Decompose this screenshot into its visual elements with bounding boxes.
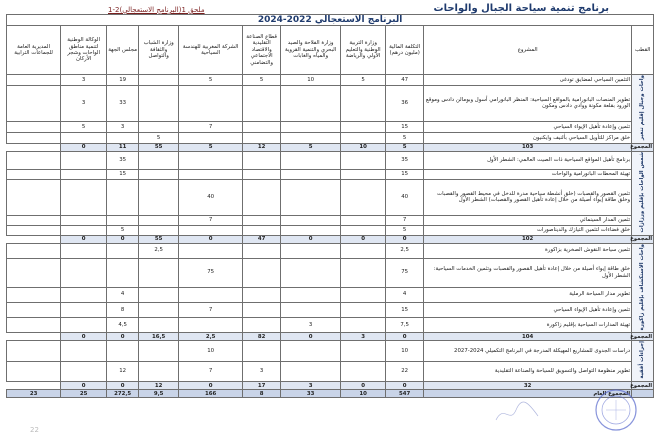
crafts-cell bbox=[243, 122, 281, 133]
region-cell: 16,5 bbox=[139, 333, 179, 341]
dgct-cell: 23 bbox=[7, 390, 61, 398]
project-cell: خلق طاقة إيواء أصيلة من خلال إعادة تأهيل القصور والقصبات وتثمين الخدمات السياحية: الشطر الأول bbox=[424, 258, 632, 287]
agriculture-cell bbox=[281, 302, 341, 317]
agriculture-cell bbox=[281, 169, 341, 179]
smit-cell bbox=[179, 85, 243, 122]
dgct-cell bbox=[7, 151, 61, 169]
cost-cell: 5 bbox=[386, 132, 424, 143]
agriculture-cell bbox=[281, 122, 341, 133]
cost-cell: 2,5 bbox=[386, 243, 424, 258]
region-cell: 3 bbox=[107, 122, 139, 133]
dgct-cell bbox=[7, 258, 61, 287]
anzdoa-cell: 0 bbox=[107, 333, 139, 341]
project-cell: تهيئة المحطات البانورامية والواحات bbox=[424, 169, 632, 179]
dgct-cell bbox=[7, 318, 61, 333]
agriculture-cell: 3 bbox=[281, 318, 341, 333]
anzdoa-cell bbox=[61, 318, 107, 333]
smit-cell: 47 bbox=[243, 235, 281, 243]
education-cell bbox=[341, 216, 386, 226]
cost-cell: 15 bbox=[386, 302, 424, 317]
project-cell: تثمين وإعادة تأهيل الإيواء السياحي bbox=[424, 302, 632, 317]
header-region: مجلس الجهة bbox=[107, 26, 139, 75]
dgct-cell: 0 bbox=[61, 333, 107, 341]
region-cell: 55 bbox=[139, 143, 179, 151]
cost-cell: 7 bbox=[386, 216, 424, 226]
cost-cell: 36 bbox=[386, 85, 424, 122]
agriculture-cell bbox=[281, 258, 341, 287]
agriculture-cell: 10 bbox=[341, 143, 386, 151]
youth-cell bbox=[139, 216, 179, 226]
project-cell: المجموع العام bbox=[424, 390, 632, 398]
education-cell bbox=[341, 243, 386, 258]
dgct-cell bbox=[7, 341, 61, 361]
crafts-cell bbox=[243, 132, 281, 143]
youth-cell: 9,5 bbox=[139, 390, 179, 398]
anzdoa-cell: 5 bbox=[61, 122, 107, 133]
agriculture-cell bbox=[281, 341, 341, 361]
pole-cell: واحات وجبال إقليم تنغير bbox=[632, 75, 654, 144]
crafts-cell bbox=[243, 243, 281, 258]
annex-link[interactable]: ملحق 1(البرنامج الاستعجالي)2-1 bbox=[108, 6, 205, 14]
education-cell bbox=[341, 361, 386, 381]
youth-cell: 5 bbox=[139, 132, 179, 143]
agriculture-cell bbox=[281, 287, 341, 302]
header-project: المشروع bbox=[424, 26, 632, 75]
education-cell bbox=[341, 169, 386, 179]
youth-cell: 5 bbox=[179, 143, 243, 151]
page-number: 22 bbox=[30, 426, 39, 434]
smit-cell bbox=[179, 287, 243, 302]
education-cell bbox=[341, 341, 386, 361]
region-cell: 4,5 bbox=[107, 318, 139, 333]
anzdoa-cell bbox=[61, 179, 107, 216]
header-cost: التكلفة المالية (مليون درهم) bbox=[386, 26, 424, 75]
crafts-cell: 0 bbox=[281, 235, 341, 243]
education-cell: 0 bbox=[386, 333, 424, 341]
education-cell: 0 bbox=[386, 235, 424, 243]
smit-cell: 7 bbox=[179, 216, 243, 226]
cost-cell: 7,5 bbox=[386, 318, 424, 333]
crafts-cell bbox=[243, 179, 281, 216]
header-agriculture: وزارة الفلاحة والصيد البحري والتنمية القروية والمياه والغابات bbox=[281, 26, 341, 75]
project-cell: تثمين وإعادة تأهيل الإيواء السياحي bbox=[424, 122, 632, 133]
education-cell bbox=[341, 258, 386, 287]
region-cell: 8 bbox=[107, 302, 139, 317]
dgct-cell bbox=[7, 179, 61, 216]
region-cell: 272,5 bbox=[107, 390, 139, 398]
project-cell: برنامج تأهيل المواقع السياحية ذات الصيت العالمي: الشطر الأول bbox=[424, 151, 632, 169]
table-row bbox=[7, 132, 654, 143]
region-cell bbox=[107, 243, 139, 258]
crafts-cell: 5 bbox=[281, 143, 341, 151]
table-body bbox=[7, 75, 654, 398]
youth-cell: 2,5 bbox=[179, 333, 243, 341]
region-cell: 12 bbox=[107, 361, 139, 381]
anzdoa-cell bbox=[61, 151, 107, 169]
table-caption: البرنامج الاستعجالي 2022-2024 bbox=[7, 15, 654, 26]
anzdoa-cell: 0 bbox=[107, 235, 139, 243]
table-row bbox=[7, 179, 654, 216]
youth-cell bbox=[139, 75, 179, 86]
document-title: برنامج تنمية سياحة الجبال والواحات bbox=[433, 3, 609, 14]
cost-cell: 10 bbox=[386, 341, 424, 361]
smit-cell bbox=[179, 169, 243, 179]
table-row bbox=[7, 302, 654, 317]
cost-cell: 75 bbox=[386, 258, 424, 287]
education-cell bbox=[341, 122, 386, 133]
crafts-cell bbox=[243, 318, 281, 333]
agriculture-cell: 0 bbox=[341, 235, 386, 243]
crafts-cell: 0 bbox=[281, 333, 341, 341]
youth-cell bbox=[139, 85, 179, 122]
region-cell: 19 bbox=[107, 75, 139, 86]
agriculture-cell bbox=[281, 361, 341, 381]
smit-cell bbox=[179, 243, 243, 258]
subtotal-row bbox=[7, 333, 654, 341]
table-row bbox=[7, 85, 654, 122]
crafts-cell: 5 bbox=[243, 75, 281, 86]
education-cell bbox=[341, 302, 386, 317]
education-cell bbox=[341, 318, 386, 333]
dgct-cell bbox=[7, 361, 61, 381]
agriculture-cell bbox=[281, 132, 341, 143]
education-cell bbox=[341, 287, 386, 302]
table-row bbox=[7, 243, 654, 258]
header-youth: وزارة الشباب والثقافة والتواصل bbox=[139, 26, 179, 75]
subtotal-row bbox=[7, 382, 654, 390]
project-cell: تثمين المدار السينمائي bbox=[424, 216, 632, 226]
smit-cell: 166 bbox=[179, 390, 243, 398]
anzdoa-cell: 0 bbox=[107, 382, 139, 390]
anzdoa-cell bbox=[61, 216, 107, 226]
region-cell bbox=[107, 179, 139, 216]
region-cell: 5 bbox=[107, 225, 139, 235]
budget-table bbox=[6, 14, 654, 398]
region-cell bbox=[107, 258, 139, 287]
education-cell: 10 bbox=[341, 390, 386, 398]
smit-cell: 7 bbox=[179, 302, 243, 317]
youth-cell bbox=[139, 169, 179, 179]
smit-cell: 40 bbox=[179, 179, 243, 216]
region-cell bbox=[107, 216, 139, 226]
project-cell: المجموع bbox=[630, 235, 653, 242]
anzdoa-cell: 25 bbox=[61, 390, 107, 398]
region-cell: 12 bbox=[139, 382, 179, 390]
anzdoa-cell bbox=[61, 243, 107, 258]
project-cell: دراسات الجدوى للمشاريع المهيكلة المدرجة في البرنامج التكميلي 2024-2027 bbox=[424, 341, 632, 361]
dgct-cell bbox=[7, 225, 61, 235]
cost-cell: 103 bbox=[424, 143, 632, 151]
education-cell: 5 bbox=[386, 143, 424, 151]
anzdoa-cell bbox=[61, 341, 107, 361]
anzdoa-cell bbox=[61, 361, 107, 381]
dgct-cell: 0 bbox=[61, 382, 107, 390]
region-cell bbox=[107, 341, 139, 361]
smit-cell: 5 bbox=[179, 75, 243, 86]
dgct-cell bbox=[7, 85, 61, 122]
region-cell: 4 bbox=[107, 287, 139, 302]
cost-cell: 35 bbox=[386, 151, 424, 169]
table-row bbox=[7, 122, 654, 133]
crafts-cell bbox=[243, 216, 281, 226]
cost-cell: 15 bbox=[386, 169, 424, 179]
project-cell: تثمين سياحة النقوش الصخرية بزاكورة bbox=[424, 243, 632, 258]
cost-cell: 4 bbox=[386, 287, 424, 302]
table-row bbox=[7, 361, 654, 381]
education-cell: 0 bbox=[386, 382, 424, 390]
smit-cell bbox=[179, 225, 243, 235]
agriculture-cell bbox=[281, 243, 341, 258]
project-cell: المجموع bbox=[630, 382, 653, 389]
project-cell: المجموع bbox=[630, 143, 653, 150]
youth-cell: 0 bbox=[179, 235, 243, 243]
smit-cell bbox=[179, 132, 243, 143]
education-cell bbox=[341, 151, 386, 169]
project-cell: خلق مراكز للتأويل السياحي بألنيف وايكنيون bbox=[424, 132, 632, 143]
crafts-cell bbox=[243, 85, 281, 122]
education-cell bbox=[341, 179, 386, 216]
project-cell: خلق فضاءات لتثمين التيازك والديناصورات bbox=[424, 225, 632, 235]
youth-cell: 0 bbox=[179, 382, 243, 390]
anzdoa-cell: 3 bbox=[61, 75, 107, 86]
smit-cell: 17 bbox=[243, 382, 281, 390]
dgct-cell bbox=[7, 132, 61, 143]
grand-total-row bbox=[7, 390, 654, 398]
youth-cell bbox=[139, 341, 179, 361]
anzdoa-cell bbox=[61, 225, 107, 235]
youth-cell bbox=[139, 179, 179, 216]
header-anzdoa: الوكالة الوطنية لتنمية مناطق الواحات وشجر الأركان bbox=[61, 26, 107, 75]
project-cell: تطوير منظومة التواصل والتسويق للسياحة والصناعة التقليدية bbox=[424, 361, 632, 381]
anzdoa-cell bbox=[61, 302, 107, 317]
cost-cell: 22 bbox=[386, 361, 424, 381]
cost-cell: 104 bbox=[424, 333, 632, 341]
cost-cell: 5 bbox=[386, 225, 424, 235]
subtotal-row bbox=[7, 143, 654, 151]
dgct-cell bbox=[7, 302, 61, 317]
agriculture-cell bbox=[281, 216, 341, 226]
region-cell: 15 bbox=[107, 169, 139, 179]
agriculture-cell: 0 bbox=[341, 382, 386, 390]
cost-cell: 547 bbox=[386, 390, 424, 398]
table-row bbox=[7, 151, 654, 169]
subtotal-row bbox=[7, 235, 654, 243]
agriculture-cell bbox=[281, 225, 341, 235]
dgct-cell bbox=[7, 75, 61, 86]
agriculture-cell: 10 bbox=[281, 75, 341, 86]
project-cell: تطوير مدار السياحة الرملية bbox=[424, 287, 632, 302]
crafts-cell bbox=[243, 287, 281, 302]
smit-cell: 7 bbox=[179, 122, 243, 133]
cost-cell: 32 bbox=[424, 382, 632, 390]
table-row bbox=[7, 75, 654, 86]
pole-cell: إجراءات أفقية bbox=[632, 341, 654, 382]
crafts-cell: 3 bbox=[243, 361, 281, 381]
smit-cell: 82 bbox=[243, 333, 281, 341]
pole-cell: واحات الاستكشاف بإقليم زاكورة bbox=[632, 243, 654, 333]
smit-cell: 12 bbox=[243, 143, 281, 151]
table-row bbox=[7, 169, 654, 179]
header-row bbox=[7, 26, 654, 75]
agriculture-cell bbox=[281, 85, 341, 122]
header-education: وزارة التربية الوطنية والتعليم الأولي والرياضة bbox=[341, 26, 386, 75]
anzdoa-cell bbox=[61, 287, 107, 302]
dgct-cell bbox=[7, 243, 61, 258]
agriculture-cell bbox=[281, 151, 341, 169]
table-row bbox=[7, 287, 654, 302]
crafts-cell bbox=[243, 225, 281, 235]
cost-cell: 102 bbox=[424, 235, 632, 243]
header-crafts: قطاع الصناعة التقليدية والاقتصاد الاجتماعي والتضامني bbox=[243, 26, 281, 75]
education-cell: 5 bbox=[341, 75, 386, 86]
smit-cell: 75 bbox=[179, 258, 243, 287]
project-cell: التثمين السياحي لمضايق تودغى bbox=[424, 75, 632, 86]
crafts-cell bbox=[243, 258, 281, 287]
youth-cell bbox=[139, 287, 179, 302]
youth-cell bbox=[139, 122, 179, 133]
anzdoa-cell: 3 bbox=[61, 85, 107, 122]
signature-scribble bbox=[492, 398, 542, 428]
table-row bbox=[7, 216, 654, 226]
dgct-cell: 0 bbox=[61, 235, 107, 243]
youth-cell bbox=[139, 258, 179, 287]
crafts-cell bbox=[243, 151, 281, 169]
project-cell: المجموع bbox=[630, 333, 653, 340]
table-row bbox=[7, 318, 654, 333]
dgct-cell bbox=[7, 287, 61, 302]
crafts-cell: 3 bbox=[281, 382, 341, 390]
header-dgct: المديرية العامة للجماعات الترابية bbox=[7, 26, 61, 75]
official-stamp bbox=[594, 388, 638, 432]
pole-cell: شمس الواحات بإقليم ورزازات bbox=[632, 151, 654, 235]
region-cell: 35 bbox=[107, 151, 139, 169]
dgct-cell: 0 bbox=[61, 143, 107, 151]
agriculture-cell: 33 bbox=[281, 390, 341, 398]
region-cell: 55 bbox=[139, 235, 179, 243]
cost-cell: 15 bbox=[386, 122, 424, 133]
table-row bbox=[7, 225, 654, 235]
dgct-cell bbox=[7, 216, 61, 226]
anzdoa-cell bbox=[61, 258, 107, 287]
crafts-cell bbox=[243, 169, 281, 179]
smit-cell: 7 bbox=[179, 361, 243, 381]
crafts-cell: 8 bbox=[243, 390, 281, 398]
education-cell bbox=[341, 225, 386, 235]
anzdoa-cell: 11 bbox=[107, 143, 139, 151]
cost-cell: 40 bbox=[386, 179, 424, 216]
youth-cell bbox=[139, 151, 179, 169]
project-cell: تثمين القصور والقصبات (خلق أنشطة سياحية مدرة للدخل في محيط القصور والقصبات وخلق طاقة إيواء أصيلة من خلال إعادة تأهيل القصور والقصبات) الشطر الأول bbox=[424, 179, 632, 216]
agriculture-cell bbox=[281, 179, 341, 216]
dgct-cell bbox=[7, 169, 61, 179]
region-cell: 33 bbox=[107, 85, 139, 122]
youth-cell: 2,5 bbox=[139, 243, 179, 258]
youth-cell bbox=[139, 302, 179, 317]
crafts-cell bbox=[243, 302, 281, 317]
youth-cell bbox=[139, 361, 179, 381]
education-cell bbox=[341, 132, 386, 143]
youth-cell bbox=[139, 225, 179, 235]
header-pole: القطب bbox=[632, 26, 654, 75]
project-cell: تهيئة المدارات السياحية بإقليم زاكورة bbox=[424, 318, 632, 333]
region-cell bbox=[107, 132, 139, 143]
agriculture-cell: 3 bbox=[341, 333, 386, 341]
crafts-cell bbox=[243, 341, 281, 361]
youth-cell bbox=[139, 318, 179, 333]
cost-cell: 47 bbox=[386, 75, 424, 86]
table-row bbox=[7, 341, 654, 361]
project-cell: تطوير المنصات البانورامية بالمواقع السياحية: المنظر البانورامي أسول وبومالن دادس وموقع الورود بقلعة مكونة ووادي دادس ومكون bbox=[424, 85, 632, 122]
anzdoa-cell bbox=[61, 132, 107, 143]
smit-cell bbox=[179, 318, 243, 333]
dgct-cell bbox=[7, 122, 61, 133]
smit-cell: 10 bbox=[179, 341, 243, 361]
table-row bbox=[7, 258, 654, 287]
smit-cell bbox=[179, 151, 243, 169]
education-cell bbox=[341, 85, 386, 122]
header-smit: الشركة المغربية للهندسة السياحية bbox=[179, 26, 243, 75]
anzdoa-cell bbox=[61, 169, 107, 179]
